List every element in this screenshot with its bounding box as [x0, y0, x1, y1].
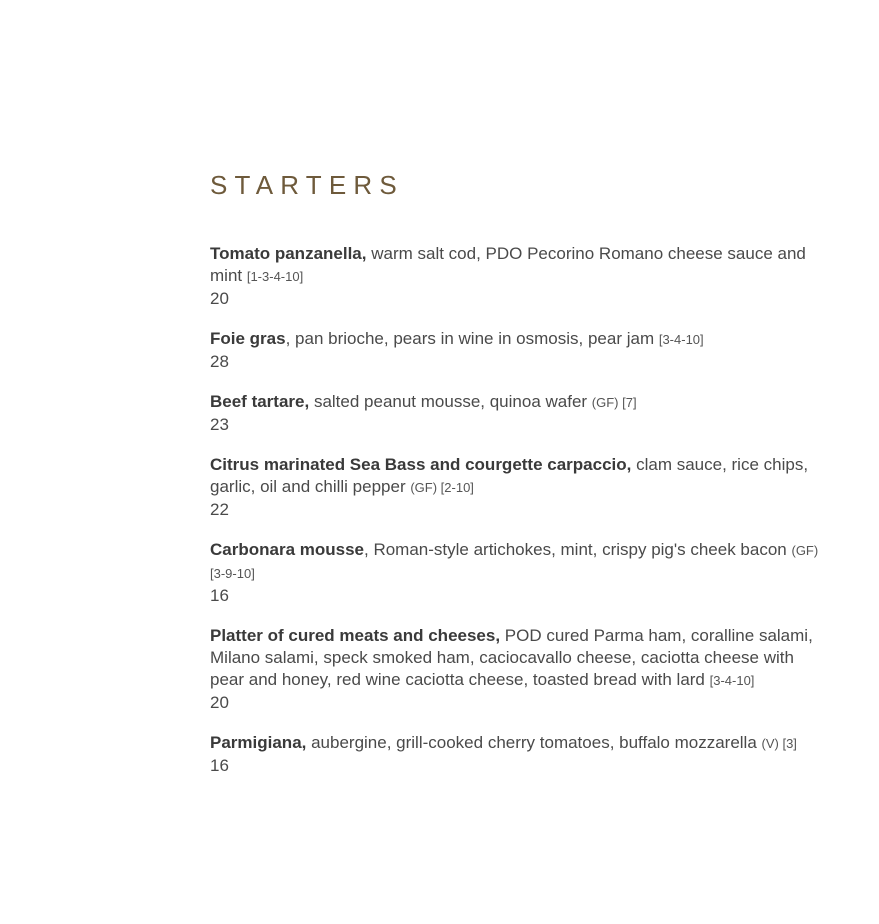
- menu-item-price: 20: [210, 693, 229, 712]
- menu-item-ingredients: salted peanut mousse, quinoa wafer: [309, 392, 592, 411]
- menu-item-description: [210, 539, 820, 585]
- menu-item-price: 28: [210, 352, 229, 371]
- menu-item: [210, 732, 820, 777]
- menu-item-description: [210, 454, 820, 499]
- menu-item-allergens: (GF) [7]: [591, 395, 637, 410]
- menu-item-description: [210, 243, 820, 288]
- menu-item-name: Citrus marinated Sea Bass and courgette carpaccio,: [210, 455, 632, 474]
- menu-item-ingredients: , pan brioche, pears in wine in osmosis, pear jam: [285, 329, 659, 348]
- menu-item-allergens: (V) [3]: [761, 736, 797, 751]
- menu-item: [210, 625, 820, 714]
- menu-item-ingredients: aubergine, grill-cooked cherry tomatoes, buffalo mozzarella: [306, 733, 762, 752]
- menu-item-description: [210, 391, 820, 414]
- menu-item-ingredients: POD cured Parma ham, coralline salami, Milano salami, speck smoked ham, caciocavallo cheese, caciotta cheese with pear and honey, red wine caciotta cheese, toasted bread with lard: [210, 626, 813, 689]
- menu-item-name: Tomato panzanella,: [210, 244, 367, 263]
- menu-item-price: 22: [210, 500, 229, 519]
- menu-item: [210, 539, 820, 607]
- menu-item-allergens: [3-4-10]: [709, 673, 755, 688]
- menu-item-name: Carbonara mousse: [210, 540, 364, 559]
- menu-item-price: 16: [210, 756, 229, 775]
- menu-item-description: [210, 328, 820, 351]
- starters-list: [210, 243, 820, 795]
- menu-item-ingredients: clam sauce, rice chips, garlic, oil and chilli pepper: [210, 455, 809, 496]
- menu-item-name: Platter of cured meats and cheeses,: [210, 626, 501, 645]
- menu-item-allergens: (GF) [2-10]: [410, 480, 474, 495]
- menu-item: [210, 391, 820, 436]
- menu-item-name: Foie gras: [210, 329, 286, 348]
- menu-item: [210, 243, 820, 310]
- menu-item-description: [210, 625, 820, 692]
- menu-item-ingredients: , Roman-style artichokes, mint, crispy pig's cheek bacon: [364, 540, 792, 559]
- menu-item: [210, 454, 820, 521]
- section-title: STARTERS: [210, 170, 404, 200]
- menu-item-price: 20: [210, 289, 229, 308]
- menu-item-price: 23: [210, 415, 229, 434]
- menu-item-name: Parmigiana,: [210, 733, 307, 752]
- menu-item-allergens: [3-4-10]: [658, 332, 704, 347]
- menu-item: [210, 328, 820, 373]
- menu-item-allergens: [1-3-4-10]: [246, 269, 304, 284]
- menu-item-name: Beef tartare,: [210, 392, 310, 411]
- menu-item-price: 16: [210, 586, 229, 605]
- menu-item-description: [210, 732, 820, 755]
- menu-item-ingredients: warm salt cod, PDO Pecorino Romano cheese sauce and mint: [210, 244, 806, 285]
- menu-item-allergens: (GF) [3-9-10]: [210, 543, 819, 581]
